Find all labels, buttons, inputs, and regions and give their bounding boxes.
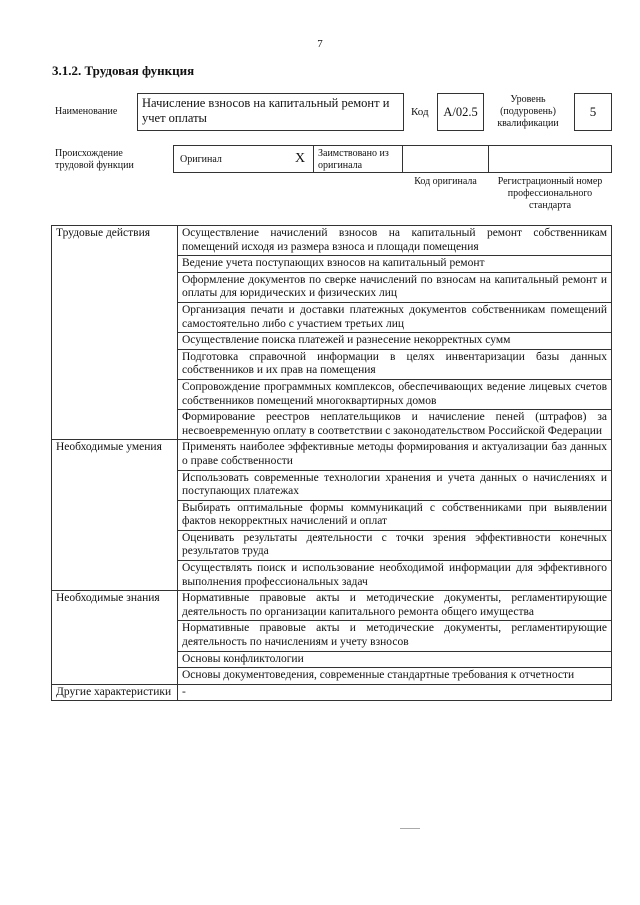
code-label: Код [411, 106, 429, 118]
level-value: 5 [589, 104, 597, 119]
table-row [52, 226, 612, 256]
list-item: Выбирать оптимальные формы коммуникаций с собственниками при выявлении фактов некорректных начислений и оплат [178, 500, 612, 530]
list-item: Осуществлять поиск и использование необходимой информации для эффективного выполнения профессиональных задач [178, 561, 612, 591]
level-box [574, 93, 612, 131]
list-item: Осуществление начислений взносов на капитальный ремонт собственникам помещений исходя из размера взноса и площади помещения [178, 226, 612, 256]
list-item: Подготовка справочной информации в целях инвентаризации базы данных собственников и их прав на помещения [178, 349, 612, 379]
category-other-characteristics: Другие характеристики [52, 684, 178, 701]
list-item: Использовать современные технологии хранения и учета данных о начислениях и поступающих платежах [178, 470, 612, 500]
function-name: Начисление взносов на капитальный ремонт и учет оплаты [142, 96, 390, 125]
list-item: Применять наиболее эффективные методы формирования и актуализации баз данных о праве собственности [178, 440, 612, 470]
list-item: Нормативные правовые акты и методические документы, регламентирующие деятельность по начислениям и учету взносов [178, 621, 612, 651]
category-required-skills: Необходимые умения [52, 440, 178, 591]
list-item: Организация печати и доставки платежных документов собственникам помещений самостоятельно либо с участием третьих лиц [178, 302, 612, 332]
level-label: Уровень (подуровень) квалификации [497, 94, 559, 129]
table-row [52, 684, 612, 701]
original-cell [173, 145, 314, 173]
borrowed-label: Заимствовано из оригинала [318, 148, 389, 171]
list-item: - [178, 684, 612, 701]
page-number: 7 [317, 38, 323, 50]
original-code-caption: Код оригинала [414, 176, 477, 187]
list-item: Формирование реестров неплательщиков и начисление пеней (штрафов) за несвоевременную оплату в соответствии с законодательством Российской Федерации [178, 410, 612, 440]
list-item: Основы документоведения, современные стандартные требования к отчетности [178, 668, 612, 685]
code-box [437, 93, 484, 131]
origin-label: Происхождение трудовой функции [55, 148, 134, 171]
list-item: Оценивать результаты деятельности с точки зрения эффективности конечных результатов труда [178, 530, 612, 560]
original-label: Оригинал [180, 154, 222, 165]
labor-function-table [51, 225, 612, 701]
original-mark: X [295, 151, 306, 166]
table-row [52, 591, 612, 621]
reg-number-caption: Регистрационный номер профессионального стандарта [497, 176, 603, 211]
borrowed-cell [313, 145, 403, 173]
list-item: Основы конфликтологии [178, 651, 612, 668]
function-name-box [137, 93, 404, 131]
list-item: Осуществление поиска платежей и разнесение некорректных сумм [178, 333, 612, 350]
scan-mark-divider [400, 828, 420, 829]
list-item: Сопровождение программных комплексов, обеспечивающих ведение лицевых счетов собственников помещений многоквартирных домов [178, 379, 612, 409]
category-labor-actions: Трудовые действия [52, 226, 178, 440]
reg-number-cell [488, 145, 612, 173]
table-row [52, 440, 612, 470]
list-item: Оформление документов по сверке начислений по взносам на капитальный ремонт и оплаты для юридических и физических лиц [178, 272, 612, 302]
section-title: 3.1.2. Трудовая функция [52, 63, 195, 78]
list-item: Ведение учета поступающих взносов на капитальный ремонт [178, 256, 612, 273]
original-code-cell [402, 145, 489, 173]
list-item: Нормативные правовые акты и методические документы, регламентирующие деятельность по организации капитального ремонта общего имущества [178, 591, 612, 621]
code-value: A/02.5 [443, 104, 478, 119]
category-required-knowledge: Необходимые знания [52, 591, 178, 685]
name-label: Наименование [55, 106, 118, 117]
